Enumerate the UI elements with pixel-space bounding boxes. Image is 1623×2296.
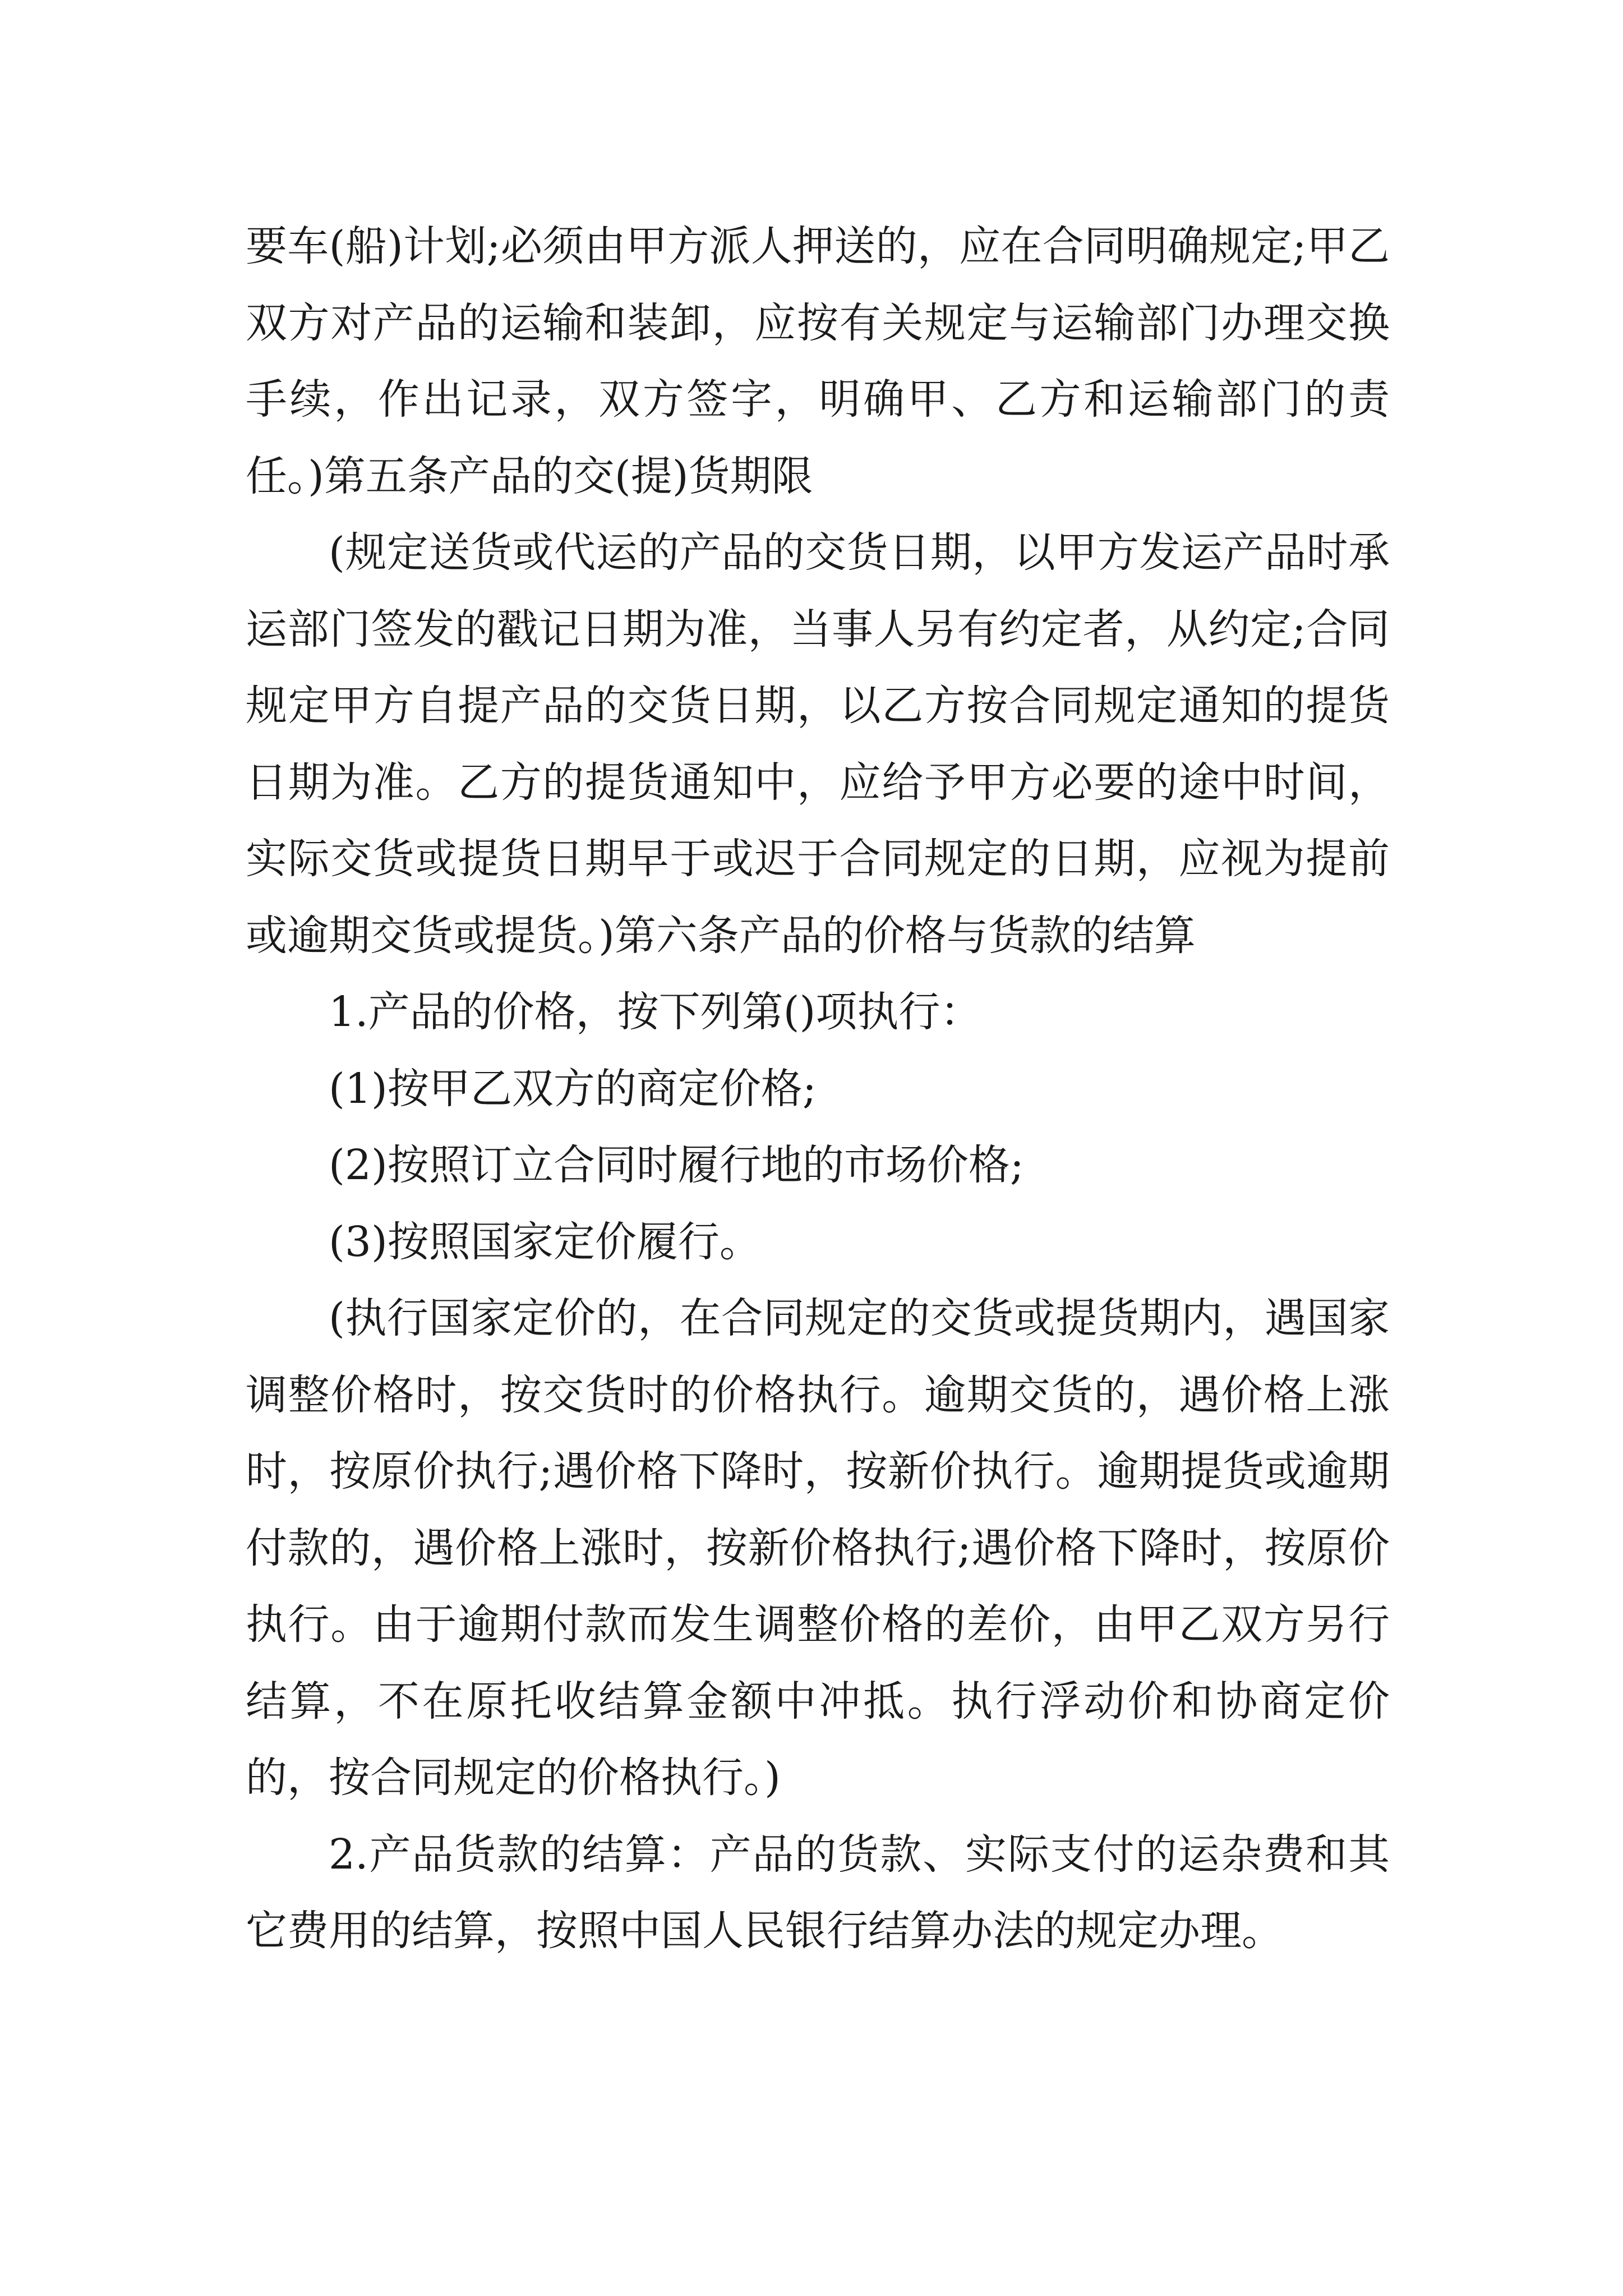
paragraph-state-pricing-rules: (执行国家定价的，在合同规定的交货或提货期内，遇国家调整价格时，按交货时的价格执行。逾期交货的，遇价格上涨时，按原价执行;遇价格下降时，按新价执行。逾期提货或逾期付款的，遇价格上涨时，按新价格执行;遇价格下降时，按原价执行。由于逾期付款而发生调整价格的差价，由甲乙双方另行结算，不在原托收结算金额中冲抵。执行浮动价和协商定价的，按合同规定的价格执行。) — [246, 1294, 1390, 1802]
paragraph-price-option-1: (1)按甲乙双方的商定价格; — [329, 1064, 817, 1113]
paragraph-payment-settlement: 2.产品货款的结算：产品的货款、实际支付的运杂费和其它费用的结算，按照中国人民银行结算办法的规定办理。 — [246, 1830, 1390, 1955]
document-body — [246, 208, 1390, 1970]
paragraph-price-clause-1: 1.产品的价格，按下列第()项执行： — [329, 988, 982, 1036]
paragraph-delivery-date-rules: (规定送货或代运的产品的交货日期，以甲方发运产品时承运部门签发的戳记日期为准，当事人另有约定者，从约定;合同规定甲方自提产品的交货日期，以乙方按合同规定通知的提货日期为准。乙方的提货通知中，应给予甲方必要的途中时间，实际交货或提货日期早于或迟于合同规定的日期，应视为提前或逾期交货或提货。)第六条产品的价格与货款的结算 — [246, 528, 1390, 960]
paragraph-price-option-2: (2)按照订立合同时履行地的市场价格; — [329, 1141, 1024, 1189]
paragraph-price-option-3: (3)按照国家定价履行。 — [329, 1217, 761, 1266]
paragraph-transport-terms: 要车(船)计划;必须由甲方派人押送的，应在合同明确规定;甲乙双方对产品的运输和装卸，应按有关规定与运输部门办理交换手续，作出记录，双方签字，明确甲、乙方和运输部门的责任。)第五条产品的交(提)货期限 — [246, 222, 1390, 500]
